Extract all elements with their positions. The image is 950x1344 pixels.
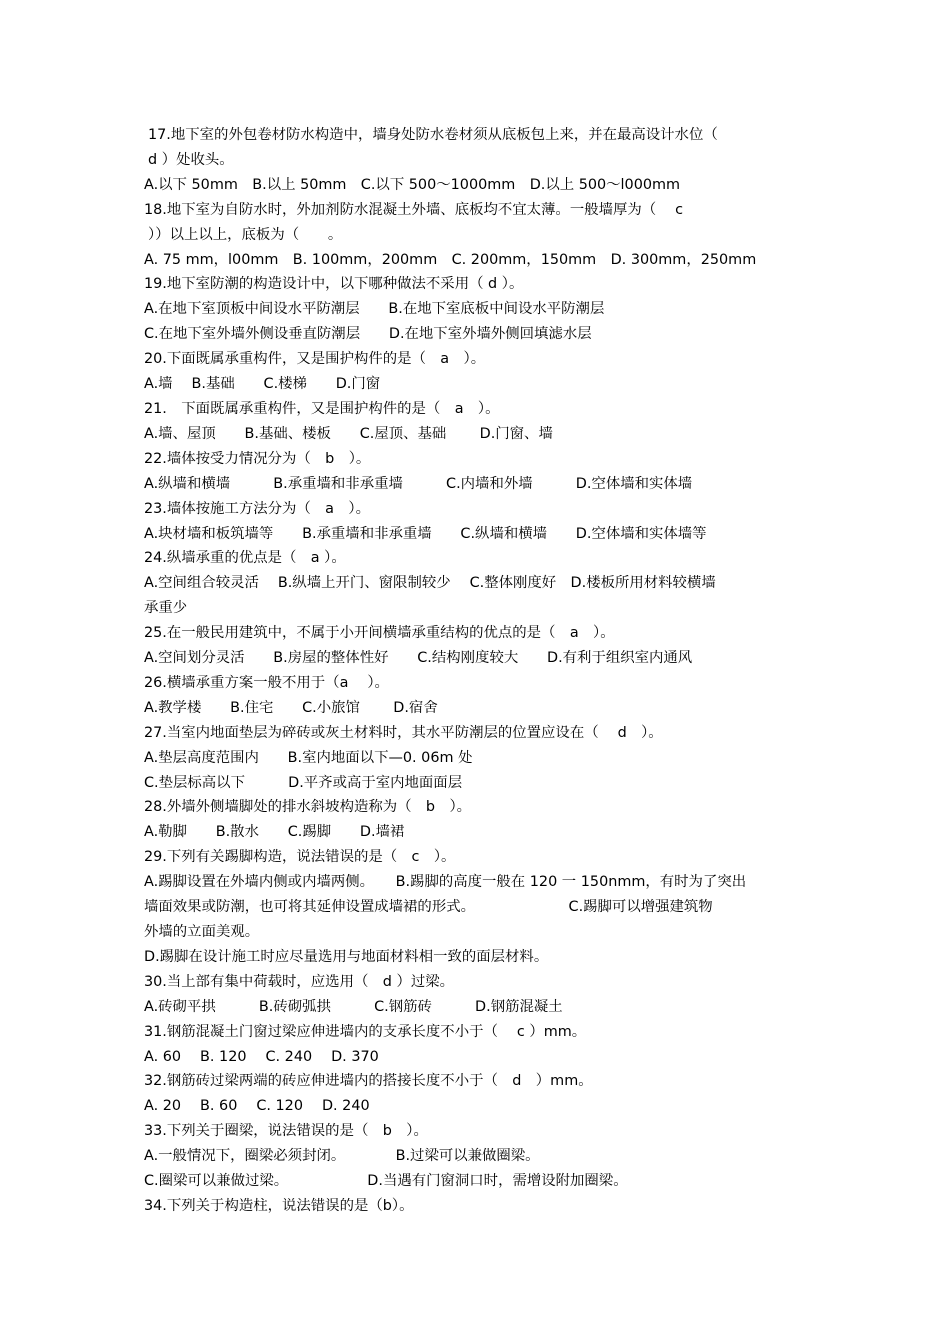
question-32-options: A. 20 B. 60 C. 120 D. 240	[144, 1098, 370, 1115]
question-29-options-cont: 墙面效果或防潮，也可将其延伸设置成墙裙的形式。 C.踢脚可以增强建筑物	[144, 899, 713, 916]
question-23-options: A.块材墙和板筑墙等 B.承重墙和非承重墙 C.纵墙和横墙 D.空体墙和实体墙等	[144, 525, 707, 542]
question-19-options-ab: A.在地下室顶板中间设水平防潮层 B.在地下室底板中间设水平防潮层	[144, 301, 605, 318]
question-21-text: 21. 下面既属承重构件，又是围护构件的是（ a ）。	[144, 400, 500, 417]
question-30-options: A.砖砌平拱 B.砖砌弧拱 C.钢筋砖 D.钢筋混凝土	[144, 998, 563, 1015]
question-18-text: 18.地下室为自防水时，外加剂防水混凝土外墙、底板均不宜太薄。一般墙厚为（ c	[144, 201, 684, 218]
document-page	[144, 123, 810, 1219]
question-31-options: A. 60 B. 120 C. 240 D. 370	[144, 1048, 379, 1065]
question-29-options-cont2: 外墙的立面美观。	[144, 924, 260, 940]
question-34-text: 34.下列关于构造柱，说法错误的是（b）。	[144, 1197, 414, 1214]
question-26-options: A.教学楼 B.住宅 C.小旅馆 D.宿舍	[144, 699, 438, 716]
question-20-text: 20.下面既属承重构件，又是围护构件的是（ a ）。	[144, 351, 486, 368]
question-17-text: 17.地下室的外包卷材防水构造中，墙身处防水卷材须从底板包上来，并在最高设计水位（	[148, 127, 718, 143]
question-25-options: A.空间划分灵活 B.房屋的整体性好 C.结构刚度较大 D.有利于组织室内通风	[144, 650, 693, 667]
question-30-text: 30.当上部有集中荷载时，应选用（ d ）过梁。	[144, 973, 455, 990]
question-27-text: 27.当室内地面垫层为碎砖或灰土材料时，其水平防潮层的位置应设在（ d ）。	[144, 724, 663, 741]
question-28-text: 28.外墙外侧墙脚处的排水斜坡构造称为（ b ）。	[144, 799, 472, 816]
question-28-options: A.勒脚 B.散水 C.踢脚 D.墙裙	[144, 824, 405, 841]
question-26-text: 26.横墙承重方案一般不用于（a ）。	[144, 674, 389, 691]
question-19-text: 19.地下室防潮的构造设计中，以下哪种做法不采用（ d ）。	[144, 276, 524, 293]
question-25-text: 25.在一般民用建筑中，不属于小开间横墙承重结构的优点的是（ a ）。	[144, 625, 615, 642]
question-19-options-cd: C.在地下室外墙外侧设垂直防潮层 D.在地下室外墙外侧回填滤水层	[144, 326, 592, 343]
question-18-text-cont: ））以上以上，底板为（ 。	[148, 226, 343, 243]
question-22-options: A.纵墙和横墙 B.承重墙和非承重墙 C.内墙和外墙 D.空体墙和实体墙	[144, 475, 693, 492]
question-18-options: A. 75 mm，l00mm B. 100mm，200mm C. 200mm，150mm D. 300mm，250mm	[144, 251, 757, 268]
question-29-text: 29.下列有关踢脚构造，说法错误的是（ c ）。	[144, 849, 456, 866]
question-32-text: 32.钢筋砖过梁两端的砖应伸进墙内的搭接长度不小于（ d ）mm。	[144, 1073, 593, 1090]
question-22-text: 22.墙体按受力情况分为（ b ）。	[144, 450, 371, 467]
question-33-text: 33.下列关于圈梁，说法错误的是（ b ）。	[144, 1123, 428, 1140]
question-21-options: A.墙、屋顶 B.基础、楼板 C.屋顶、基础 D.门窗、墙	[144, 425, 553, 442]
question-24-options-cont: 承重少	[144, 600, 188, 617]
question-27-options-ab: A.垫层高度范围内 B.室内地面以下—0. 06m 处	[144, 749, 473, 766]
question-23-text: 23.墙体按施工方法分为（ a ）。	[144, 500, 370, 517]
question-33-options-ab: A.一般情况下，圈梁必须封闭。 B.过梁可以兼做圈梁。	[144, 1148, 540, 1165]
question-27-options-cd: C.垫层标高以下 D.平齐或高于室内地面面层	[144, 774, 463, 791]
question-24-options: A.空间组合较灵活 B.纵墙上开门、窗限制较少 C.整体刚度好 D.楼板所用材料较横墙	[144, 575, 716, 592]
question-17-options: A.以下 50mm B.以上 50mm C.以下 500～1000mm D.以上 500～l000mm	[144, 176, 681, 193]
question-29-option-d: D.踢脚在设计施工时应尽量选用与地面材料相一致的面层材料。	[144, 948, 549, 965]
question-17-text-cont: d ）处收头。	[148, 151, 234, 168]
question-31-text: 31.钢筋混凝土门窗过梁应伸进墙内的支承长度不小于（ c ）mm。	[144, 1023, 587, 1040]
question-20-options: A.墙 B.基础 C.楼梯 D.门窗	[144, 376, 381, 393]
question-33-options-cd: C.圈梁可以兼做过梁。 D.当遇有门窗洞口时，需增设附加圈梁。	[144, 1173, 628, 1190]
question-29-options: A.踢脚设置在外墙内侧或内墙两侧。 B.踢脚的高度一般在 120 一 150nmm，有时为了突出	[144, 874, 747, 891]
question-24-text: 24.纵墙承重的优点是（ a ）。	[144, 550, 346, 567]
